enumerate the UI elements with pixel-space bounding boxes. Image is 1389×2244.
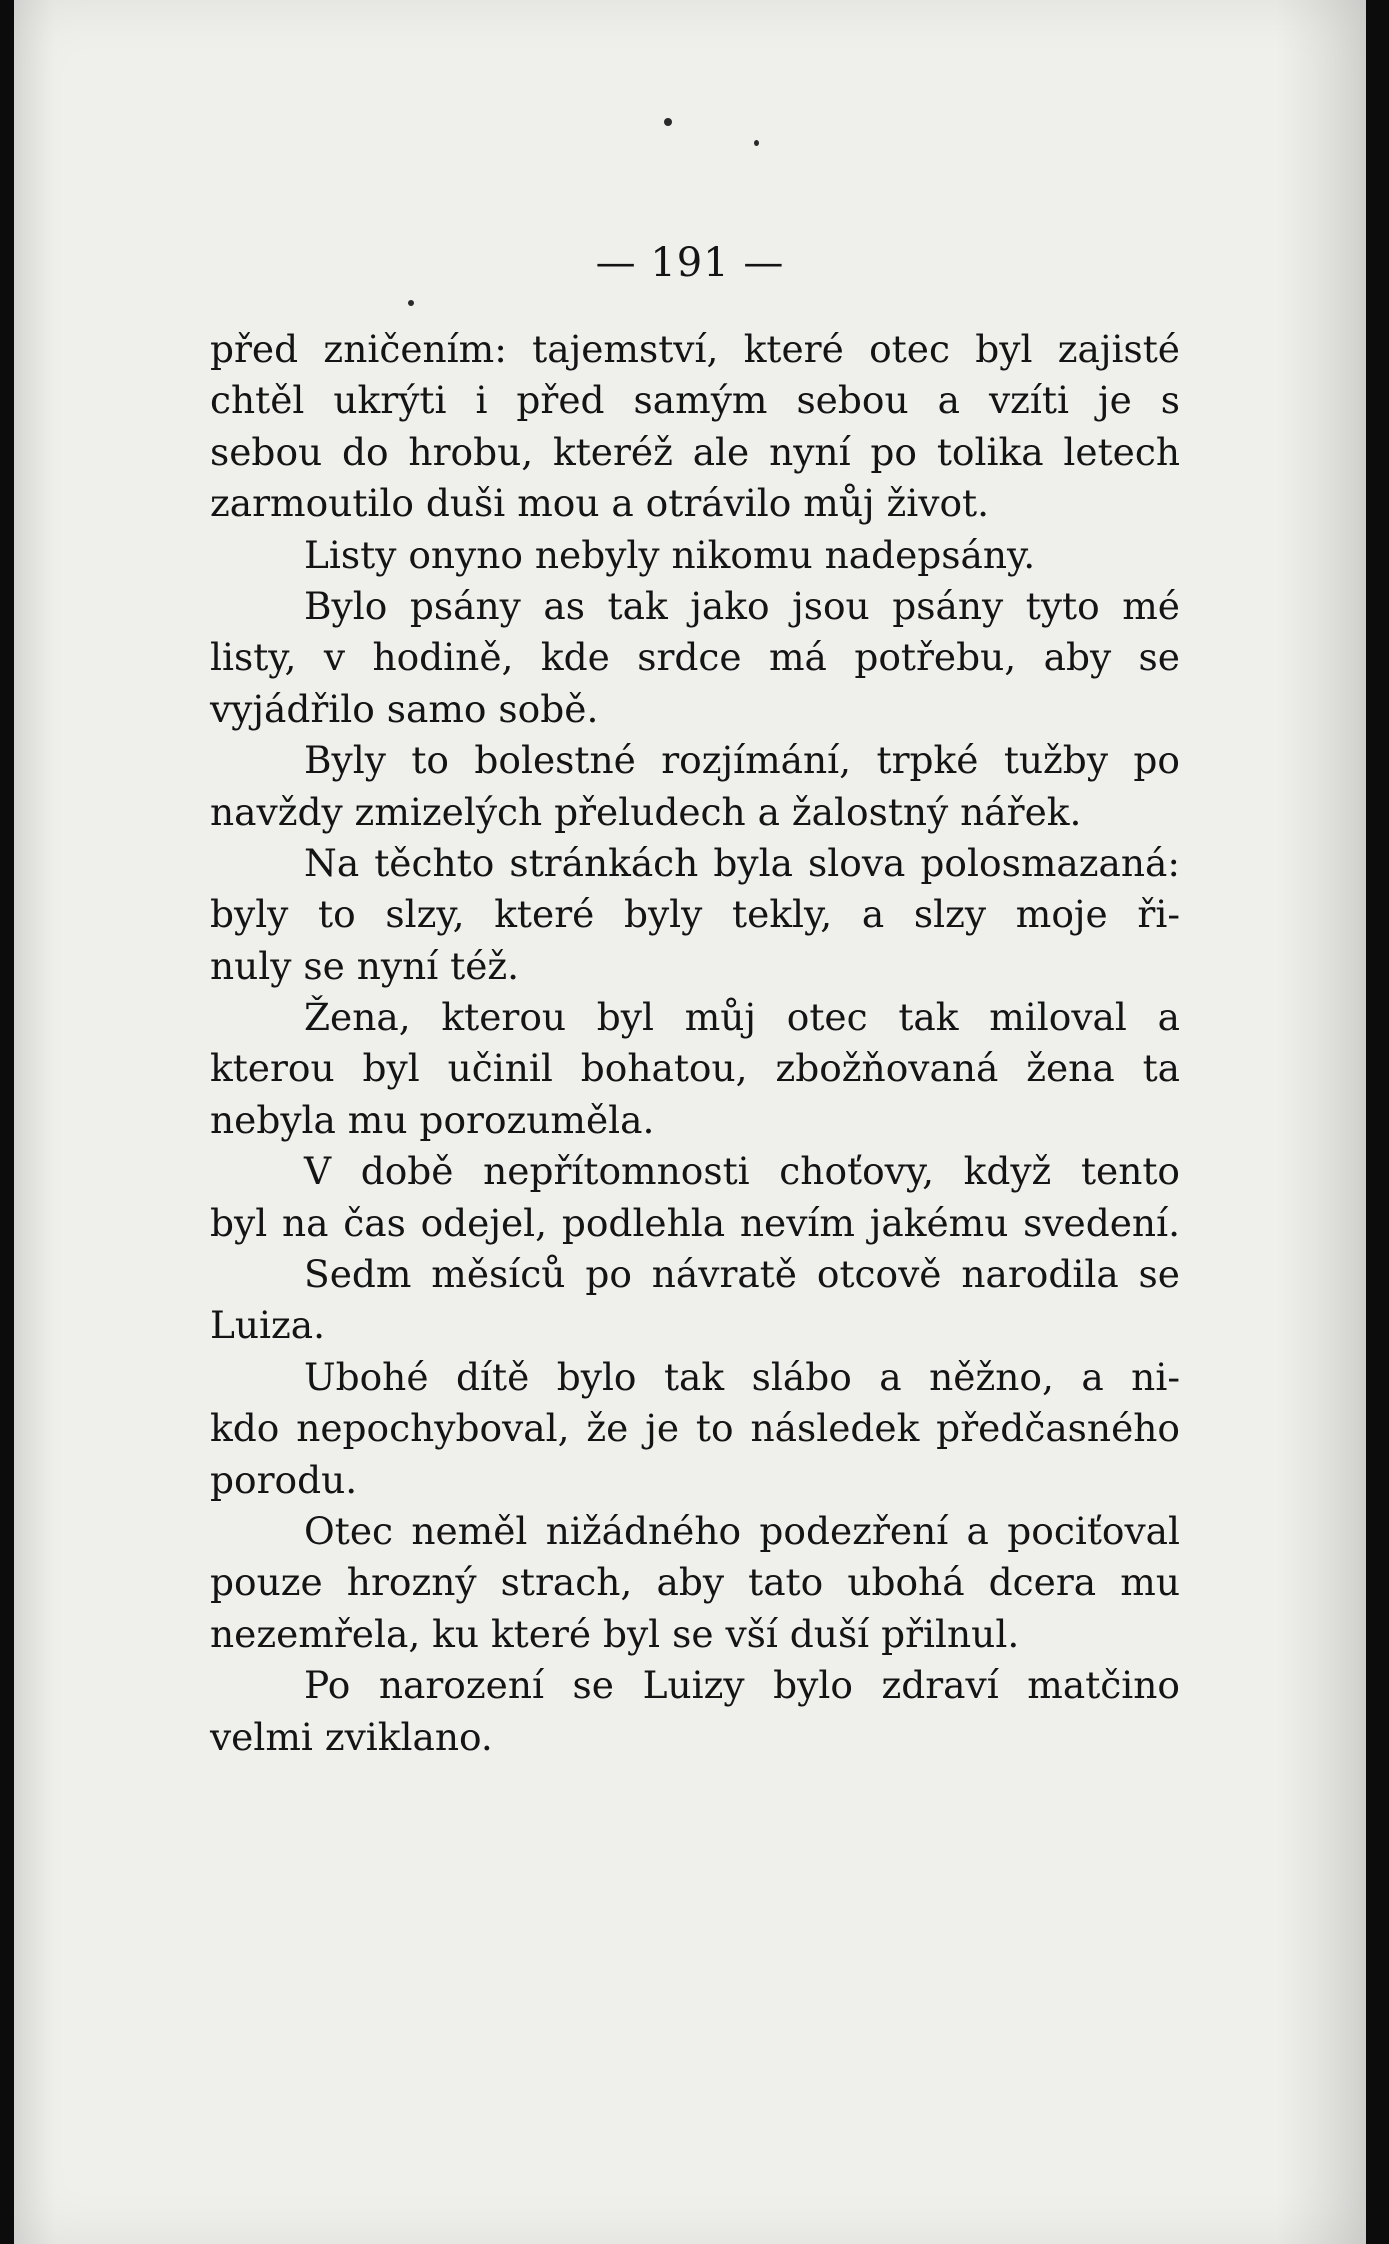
text-line: listy, v hodině, kde srdce má potřebu, aby se — [210, 635, 1180, 680]
text-line: Listy onyno nebyly nikomu nadepsány. — [304, 532, 1036, 577]
text-line: V době nepřítomnosti choťovy, když tento — [304, 1149, 1180, 1194]
text-line: kterou byl učinil bohatou, zbožňovaná žena ta — [210, 1046, 1180, 1091]
text-line: velmi zviklano. — [210, 1714, 493, 1759]
text-line: Na těchto stránkách byla slova polosmazaná: — [304, 840, 1180, 885]
text-line: Luiza. — [210, 1303, 326, 1348]
text-line: Žena, kterou byl můj otec tak miloval a — [304, 995, 1180, 1040]
text-line: zarmoutilo duši mou a otrávilo můj život. — [210, 481, 990, 526]
text-line: před zničením: tajemství, které otec byl zajisté — [210, 327, 1180, 371]
text-line: Po narození se Luizy bylo zdraví matčino — [304, 1663, 1180, 1708]
ink-speck — [408, 300, 414, 306]
ink-speck — [664, 118, 672, 126]
page-number: — 191 — — [595, 240, 785, 286]
text-line: byly to slzy, které byly tekly, a slzy moje ři- — [210, 892, 1180, 937]
text-line: chtěl ukrýti i před samým sebou a vzíti je s — [210, 378, 1180, 423]
text-line: nebyla mu porozuměla. — [210, 1097, 655, 1142]
text-line: Byly to bolestné rozjímání, trpké tužby po — [304, 738, 1180, 783]
body-text — [210, 324, 1180, 1763]
text-line: nuly se nyní též. — [210, 943, 520, 988]
text-line: nezemřela, ku které byl se vší duší přilnul. — [210, 1611, 1020, 1656]
text-line: porodu. — [210, 1457, 358, 1502]
book-page — [14, 0, 1366, 2244]
page-shadow-left — [14, 0, 54, 2244]
text-line: vyjádřilo samo sobě. — [210, 686, 599, 731]
ink-speck — [754, 140, 759, 146]
scan-edge — [1366, 0, 1389, 2244]
text-line: Sedm měsíců po návratě otcově narodila se — [304, 1252, 1180, 1297]
text-line: kdo nepochyboval, že je to následek předčasného — [210, 1406, 1180, 1451]
text-line: Bylo psány as tak jako jsou psány tyto mé — [304, 583, 1180, 628]
text-line: navždy zmizelých přeludech a žalostný nářek. — [210, 789, 1082, 834]
text-line: byl na čas odejel, podlehla nevím jakému svedení. — [210, 1200, 1180, 1245]
text-line: Otec neměl nižádného podezření a pociťoval — [304, 1508, 1180, 1553]
text-line: Ubohé dítě bylo tak slábo a něžno, a ni- — [304, 1354, 1180, 1399]
text-line: sebou do hrobu, kteréž ale nyní po tolika letech — [210, 429, 1180, 474]
page-shadow-right — [1276, 0, 1366, 2244]
text-line: pouze hrozný strach, aby tato ubohá dcera mu — [210, 1560, 1180, 1605]
